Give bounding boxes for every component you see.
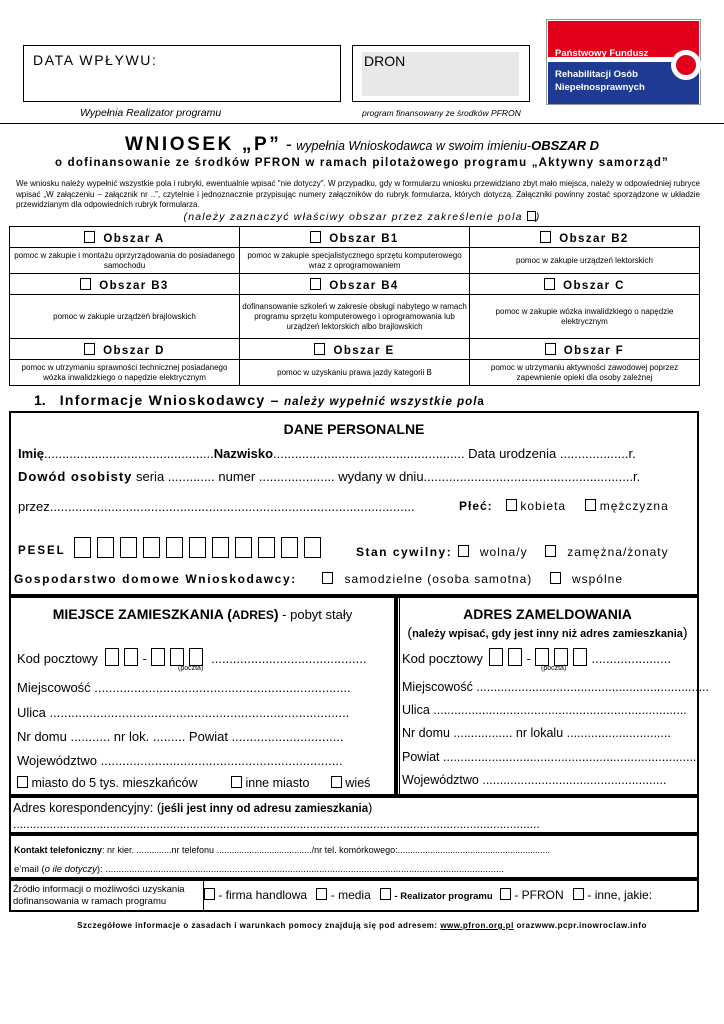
section1-title: Informacje Wnioskodawcy –: [59, 392, 280, 408]
data-wplywu-label: DATA WPŁYWU:: [33, 52, 158, 68]
wies-label: wieś: [345, 776, 371, 790]
correspondence-label-text: Adres korespondencyjny: (: [13, 801, 161, 815]
footer-link-pfron[interactable]: www.pfron.org.pl: [440, 921, 514, 930]
wolna-checkbox[interactable]: [458, 545, 469, 557]
area-description: pomoc w zakupie i montażu oprzyrządowania do posiadanego samochodu: [10, 248, 240, 274]
area-description: pomoc w utrzymaniu aktywności zawodowej poprzez zapewnienie opieki dla osoby zależnej: [470, 360, 700, 386]
row-plec: [459, 499, 669, 513]
zamezna-checkbox[interactable]: [545, 545, 556, 557]
title-subtitle: wypełnia Wnioskodawca w swoim imieniu-: [296, 139, 532, 153]
przez-dots: przez.....................................................................................................: [18, 499, 415, 514]
registration-box: [396, 596, 710, 796]
area-option[interactable]: [470, 227, 700, 248]
area-checkbox[interactable]: [545, 343, 556, 355]
kobieta-checkbox[interactable]: [506, 499, 517, 511]
inne-miasto-checkbox[interactable]: [231, 776, 242, 788]
section1-number: 1.: [34, 392, 46, 408]
email-prefix: e’mail (: [14, 864, 45, 875]
logo-line1: Państwowy Fundusz: [555, 48, 649, 59]
area-name: Obszar B4: [329, 279, 399, 292]
nazwisko-label: Nazwisko: [213, 446, 274, 461]
pesel-boxes[interactable]: [74, 541, 327, 558]
area-option[interactable]: [240, 339, 470, 360]
area-option[interactable]: [10, 227, 240, 248]
logo-circle-icon: [671, 50, 701, 80]
source-box: [9, 879, 699, 912]
pesel-label: PESEL: [18, 545, 66, 557]
row-stan: [356, 545, 669, 559]
media-checkbox[interactable]: [316, 888, 327, 900]
firma-checkbox[interactable]: [204, 888, 215, 900]
source-options: [204, 888, 652, 902]
reg-kod-box-5[interactable]: [573, 648, 587, 666]
email-note: o ile dotyczy: [44, 864, 97, 875]
residence-poczta-caption: (poczta): [178, 665, 204, 672]
data-wplywu-box: [23, 45, 341, 102]
kod-box-1[interactable]: [105, 648, 119, 666]
row-id[interactable]: [18, 469, 640, 484]
area-checkbox[interactable]: [540, 231, 551, 243]
area-checkbox[interactable]: [310, 278, 321, 290]
residence-type-row: [17, 776, 370, 790]
area-name: Obszar B1: [329, 232, 399, 245]
dron-box: [352, 45, 530, 102]
title-line: [0, 134, 724, 156]
row-przez[interactable]: [18, 499, 415, 514]
residence-heading-extra: - pobyt stały: [278, 607, 353, 622]
realizator-label: - Realizator programu: [394, 891, 493, 902]
registration-ulica[interactable]: Ulica .........................................................................: [402, 703, 687, 717]
pesel-digit-box[interactable]: [212, 537, 229, 558]
pesel-digit-box[interactable]: [143, 537, 160, 558]
row-name[interactable]: [18, 446, 636, 461]
kod-box-3[interactable]: [151, 648, 165, 666]
section1-heading: [34, 392, 485, 410]
area-checkbox[interactable]: [84, 231, 95, 243]
residence-box: [9, 596, 396, 796]
wies-checkbox[interactable]: [331, 776, 342, 788]
area-description: pomoc w uzyskaniu prawa jazdy kategorii B: [240, 360, 470, 386]
area-description: pomoc w zakupie urządzeń brajlowskich: [10, 295, 240, 339]
area-description: dofinansowanie szkoleń w zakresie obsługi nabytego w ramach programu sprzętu komputerowego i oprogramowania lub urządzeń lektorskich albo brajlowskich: [240, 295, 470, 339]
plec-label: Płeć:: [459, 499, 493, 513]
area-option[interactable]: [470, 274, 700, 295]
correspondence-note: jeśli jest inny od adresu zamieszkania: [161, 803, 369, 815]
section1-subtitle-text: należy wypełnić wszystkie pol: [284, 396, 478, 408]
residence-kod-label: Kod pocztowy: [17, 651, 98, 666]
registration-kod-dots: ......................: [591, 651, 671, 666]
pesel-digit-box[interactable]: [304, 537, 321, 558]
area-description: pomoc w utrzymaniu sprawności technicznej posiadanego wózka inwalidzkiego o napędzie elektrycznym: [10, 360, 240, 386]
wspolne-label: wspólne: [571, 572, 623, 586]
area-description: pomoc w zakupie urządzeń lektorskich: [470, 248, 700, 274]
pesel-digit-box[interactable]: [120, 537, 137, 558]
realizator-checkbox[interactable]: [380, 888, 391, 900]
pesel-digit-box[interactable]: [166, 537, 183, 558]
mezczyzna-checkbox[interactable]: [585, 499, 596, 511]
area-name: Obszar A: [103, 232, 165, 245]
kobieta-label: kobieta: [520, 499, 567, 513]
financed-note: program finansowany ze środków PFRON: [362, 108, 521, 118]
miasto-do-label: miasto do 5 tys. mieszkańców: [31, 776, 198, 790]
area-checkbox[interactable]: [310, 231, 321, 243]
imie-label: Imię: [18, 446, 45, 461]
firma-label: - firma handlowa: [218, 888, 308, 902]
reg-kod-box-1[interactable]: [489, 648, 503, 666]
contact-email-row[interactable]: [14, 864, 504, 875]
mark-note: [0, 211, 724, 223]
wspolne-checkbox[interactable]: [550, 572, 561, 584]
mark-note-end: ): [535, 211, 541, 223]
pesel-digit-box[interactable]: [97, 537, 114, 558]
pesel-digit-box[interactable]: [281, 537, 298, 558]
title-main: WNIOSEK „P”: [125, 134, 282, 155]
area-checkbox[interactable]: [314, 343, 325, 355]
area-option[interactable]: [240, 274, 470, 295]
registration-kod-label: Kod pocztowy: [402, 651, 483, 666]
residence-heading-end: ): [273, 606, 279, 622]
kod-box-5[interactable]: [189, 648, 203, 666]
contact-phone-row[interactable]: [14, 845, 550, 855]
contact-label: Kontakt telefoniczny: [14, 845, 103, 855]
gospodarstwo-label: Gospodarstwo domowe Wnioskodawcy:: [14, 572, 297, 586]
mezczyzna-label: mężczyzna: [599, 499, 669, 513]
correspondence-label: [13, 801, 372, 815]
areas-table: [9, 226, 700, 386]
inne-checkbox[interactable]: [573, 888, 584, 900]
dron-label: DRON: [364, 53, 406, 69]
pfron-label: - PFRON: [514, 888, 564, 902]
area-checkbox[interactable]: [84, 343, 95, 355]
personal-data-box: [9, 411, 699, 596]
area-name: Obszar C: [563, 279, 625, 292]
area-description: pomoc w zakupie wózka inwalidzkiego o napędzie elektrycznym: [470, 295, 700, 339]
area-checkbox[interactable]: [80, 278, 91, 290]
residence-ulica[interactable]: Ulica ...................................................................................: [17, 705, 350, 720]
header-rule: [0, 123, 724, 124]
imie-dots: ...............................................: [44, 446, 214, 461]
email-rest: ): .......................................................................................................................................................: [96, 864, 504, 875]
area-option[interactable]: [10, 274, 240, 295]
source-label: Źródło informacji o możliwości uzyskania dofinansowania w ramach programu: [13, 884, 185, 907]
title-line2: o dofinansowanie ze środków PFRON w ramach pilotażowego programu „Aktywny samorząd”: [55, 157, 669, 169]
residence-kod-row[interactable]: Kod pocztowy - ...........................................: [17, 648, 366, 666]
area-name: Obszar F: [563, 344, 625, 357]
area-name: Obszar B3: [99, 279, 169, 292]
registration-note: [398, 624, 697, 640]
registration-note-text: należy wpisać, gdy jest inny niż adres zamieszkania: [412, 628, 683, 640]
pesel-digit-box[interactable]: [189, 537, 206, 558]
stan-label: Stan cywilny:: [356, 545, 453, 559]
pfron-checkbox[interactable]: [500, 888, 511, 900]
samodzielne-label: samodzielne (osoba samotna): [344, 572, 533, 586]
correspondence-box: [9, 796, 699, 834]
area-option[interactable]: [240, 227, 470, 248]
row-gospodarstwo: [14, 572, 623, 586]
correspondence-label-end: ): [368, 801, 373, 815]
residence-miejscowosc[interactable]: Miejscowość .......................................................................: [17, 680, 351, 695]
zamezna-label: zamężna/żonaty: [567, 545, 669, 559]
residence-heading: [11, 606, 394, 622]
registration-miejscowosc[interactable]: Miejscowość ...................................................................: [402, 680, 710, 694]
registration-heading: ADRES ZAMELDOWANIA: [463, 606, 632, 622]
instructions: We wniosku należy wypełnić wszystkie pola i rubryki, ewentualnie wpisać "nie dotyczy". W przypadku, gdy w formularzu wniosku przewidziano zbyt mało miejsca, należy w odpowiedniej rubryce wpisać „W załączeniu – załącznik nr ..”, czytelnie i jednoznacznie przypisując numery załączników do rubryk formularza, których dotyczą. Załączniki powinny zostać sporządzone w układzie przewidzianym dla odpowiednich rubryk formularza.: [16, 179, 700, 209]
area-option[interactable]: [470, 339, 700, 360]
nazwisko-dots: ..................................................... Data urodzenia ...................r.: [273, 446, 636, 461]
footer-text: Szczegółowe informacje o zasadach i warunkach pomocy znajdują się pod adresem:: [77, 921, 441, 930]
area-name: Obszar E: [333, 344, 395, 357]
logo-line3: Niepełnosprawnych: [555, 82, 645, 93]
kod-box-4[interactable]: [170, 648, 184, 666]
footer: [0, 921, 724, 930]
row-pesel: [18, 537, 327, 559]
footer-link-pcpr[interactable]: orazwww.pcpr.inowroclaw.info: [513, 921, 647, 930]
kod-box-2[interactable]: [124, 648, 138, 666]
checkbox-sample-icon: [527, 211, 536, 221]
logo-line2: Rehabilitacji Osób: [555, 69, 638, 80]
registration-kod-row[interactable]: Kod pocztowy - ......................: [402, 648, 671, 666]
residence-heading-text: MIEJSCE ZAMIESZKANIA (: [52, 606, 232, 622]
dowod-rest: seria ............. numer ..................... wydany w dniu..........................................................r.: [132, 469, 641, 484]
pfron-logo: [546, 19, 701, 105]
personal-heading: DANE PERSONALNE: [283, 421, 425, 437]
section1-subtitle: [284, 396, 485, 408]
pesel-digit-box[interactable]: [74, 537, 91, 558]
registration-powiat[interactable]: Powiat ..........................................................................: [402, 750, 700, 764]
registration-wojewodztwo[interactable]: Województwo .....................................................: [402, 773, 667, 787]
area-description: pomoc w zakupie specjalistycznego sprzętu komputerowego wraz z oprogramowaniem: [240, 248, 470, 274]
reg-kod-box-3[interactable]: [535, 648, 549, 666]
pesel-digit-box[interactable]: [258, 537, 275, 558]
reg-kod-box-4[interactable]: [554, 648, 568, 666]
wolna-label: wolna/y: [479, 545, 528, 559]
mark-note-text: (należy zaznaczyć właściwy obszar przez zakreślenie pola: [183, 211, 523, 223]
realizator-note: Wypełnia Realizator programu: [80, 107, 222, 119]
miasto-do-checkbox[interactable]: [17, 776, 28, 788]
inne-label: - inne, jakie:: [587, 888, 653, 902]
samodzielne-checkbox[interactable]: [322, 572, 333, 584]
media-label: - media: [330, 888, 371, 902]
registration-poczta-caption: (poczta): [541, 665, 567, 672]
registration-nr-domu[interactable]: Nr domu ................. nr lokalu ..............................: [402, 726, 671, 740]
residence-kod-dots: ...........................................: [211, 651, 367, 666]
contact-phone-rest: : nr kier. ..............nr telefonu ....................................../nr tel. komórkowego:.............................................................: [102, 845, 551, 855]
title-dash: -: [285, 134, 292, 154]
area-name: Obszar B2: [559, 232, 629, 245]
area-name: Obszar D: [103, 344, 165, 357]
registration-note-open: (: [407, 624, 413, 640]
dowod-label: Dowód osobisty: [18, 469, 133, 484]
area-option[interactable]: [10, 339, 240, 360]
reg-kod-box-2[interactable]: [508, 648, 522, 666]
residence-nr-domu[interactable]: Nr domu ........... nr lok. ......... Powiat ...............................: [17, 729, 344, 744]
title-area: OBSZAR D: [531, 138, 599, 153]
correspondence-dots[interactable]: ..............................................................................................................................................................: [13, 817, 540, 831]
registration-note-close: ): [682, 624, 688, 640]
residence-wojewodztwo[interactable]: Województwo ...................................................................: [17, 753, 343, 768]
section1-subtitle-end: a: [477, 396, 485, 408]
pesel-digit-box[interactable]: [235, 537, 252, 558]
area-checkbox[interactable]: [544, 278, 555, 290]
residence-heading-adres: ADRES: [231, 608, 274, 622]
contact-box: [9, 834, 699, 879]
inne-miasto-label: inne miasto: [245, 776, 310, 790]
